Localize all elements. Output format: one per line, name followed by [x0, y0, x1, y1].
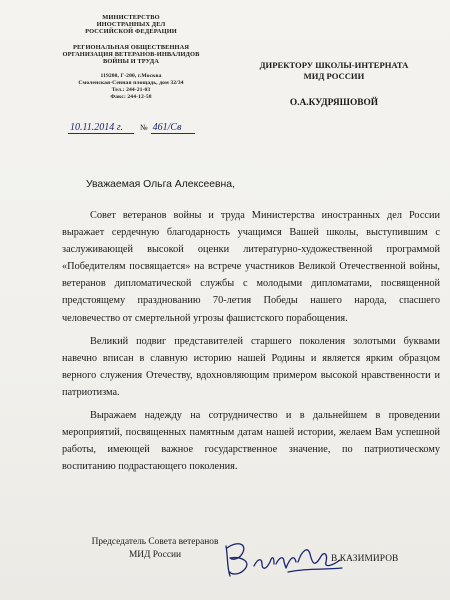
signatory-name: В.КАЗИМИРОВ [331, 554, 399, 564]
reference-line [68, 122, 195, 134]
letter-body [62, 207, 440, 481]
recipient-block [246, 60, 422, 109]
number-label: № [140, 123, 148, 132]
paragraph: Великий подвиг представителей старшего поколения золотыми буквами навечно вписан в славную историю нашей Родины и является ярким образцом верного служения Отечеству, вдохновляющим примером высокой нравственности и патриотизма. [62, 335, 440, 398]
letterhead-address: 119200, Г-200, г.Москва Смоленская-Сенная площадь, дом 32/34 Тел.: 244-21-03 Факс: 244-12-58 [78, 73, 184, 101]
letterhead [58, 14, 204, 101]
salutation: Уважаемая Ольга Алексеевна, [86, 179, 235, 190]
recipient-title: ДИРЕКТОРУ ШКОЛЫ-ИНТЕРНАТА МИД РОССИИ [259, 60, 409, 81]
signatory-position-line1: Председатель Совета ветеранов [91, 537, 219, 547]
handwritten-signature [218, 528, 348, 586]
signatory-position-line2: МИД России [128, 550, 182, 560]
letterhead-organization: РЕГИОНАЛЬНАЯ ОБЩЕСТВЕННАЯ ОРГАНИЗАЦИЯ ВЕТЕРАНОВ-ИНВАЛИДОВ ВОЙНЫ И ТРУДА [62, 43, 200, 66]
recipient-name: О.А.КУДРЯШОВОЙ [289, 98, 379, 108]
letter-number: 461/Св [151, 122, 195, 134]
signatory-position [70, 536, 240, 562]
letterhead-ministry: МИНИСТЕРСТВО ИНОСТРАННЫХ ДЕЛ РОССИЙСКОЙ ФЕДЕРАЦИИ [85, 14, 177, 36]
paragraph: Совет ветеранов войны и труда Министерства иностранных дел России выражает сердечную благодарность учащимся Вашей школы, выступившим с заслуживающей высокой оценки литературно-художественной программой «Победителям посвящается» на встрече участников Великой Отечественной войны, ветеранов дипломатической службы с молодыми дипломатами, посвященной предстоящему празднованию 70-летия Победы нашего народа, спасшего человечество от смертельной угрозы фашистского порабощения. [62, 210, 440, 324]
letter-date: 10.11.2014 г. [68, 122, 134, 134]
paragraph: Выражаем надежду на сотрудничество и в дальнейшем в проведении мероприятий, посвященных памятным датам нашей истории, желаем Вам успешной работы, имеющей важное государственное значение, по патриотическому воспитанию подрастающего поколения. [62, 410, 440, 473]
